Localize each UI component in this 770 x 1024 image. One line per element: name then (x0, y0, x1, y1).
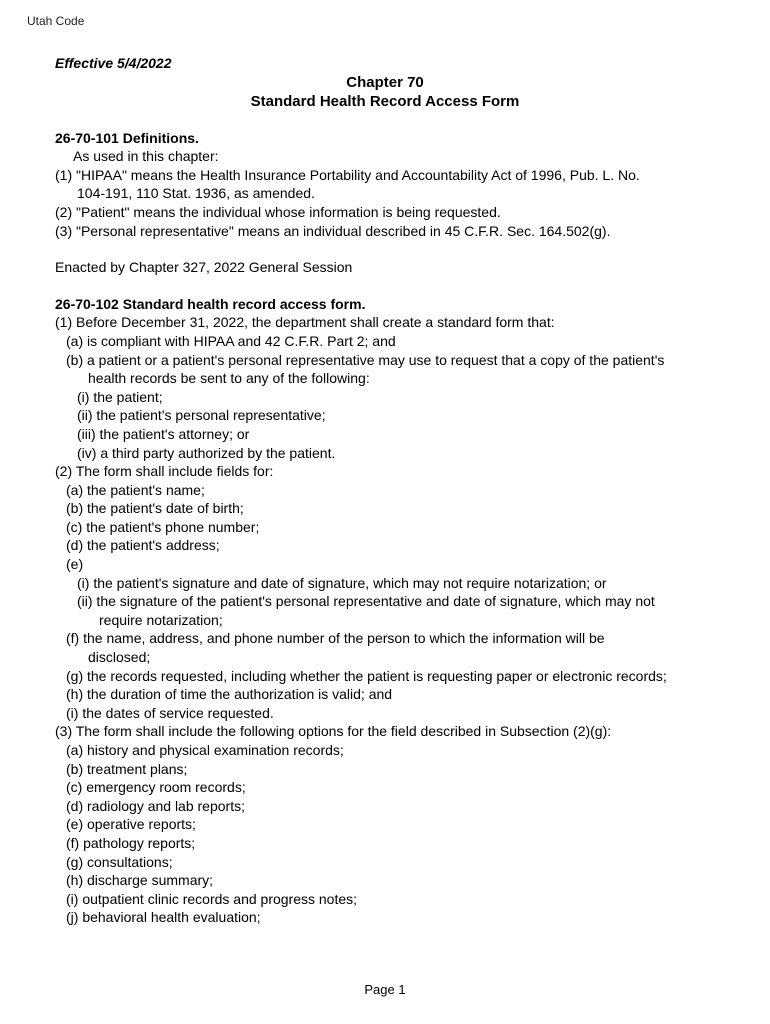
section-102-line: (i) outpatient clinic records and progress notes; (66, 890, 358, 907)
section-102-line: (i) the patient's signature and date of signature, which may not require notarization; or (77, 574, 607, 591)
section-102-line: (e) operative reports; (66, 816, 196, 833)
section-102-line: (a) the patient's name; (66, 481, 205, 498)
section-102-line: (b) a patient or a patient's personal representative may use to request that a copy of the patient's (66, 351, 665, 368)
definition-item-continued: 104-191, 110 Stat. 1936, as amended. (77, 185, 315, 202)
section-101-intro: As used in this chapter: (73, 148, 219, 165)
definition-item: (2) "Patient" means the individual whose information is being requested. (55, 203, 501, 220)
section-102-line: (g) consultations; (66, 853, 173, 870)
section-102-line: (3) The form shall include the following options for the field described in Subsection (2)(g): (55, 723, 612, 740)
enacted-note: Enacted by Chapter 327, 2022 General Session (55, 259, 353, 276)
section-102-line: (c) emergency room records; (66, 779, 246, 796)
section-102-line: (2) The form shall include fields for: (55, 463, 274, 480)
definition-item: (3) "Personal representative" means an individual described in 45 C.F.R. Sec. 164.502(g). (55, 222, 611, 239)
section-102-line: (ii) the signature of the patient's personal representative and date of signature, which may not (77, 593, 655, 610)
effective-date: Effective 5/4/2022 (55, 55, 172, 71)
section-102-line: disclosed; (88, 649, 151, 666)
section-102-line: (1) Before December 31, 2022, the department shall create a standard form that: (55, 314, 555, 331)
section-102-line: (b) treatment plans; (66, 760, 188, 777)
section-102-line: (e) (66, 556, 84, 573)
section-102-line: (i) the dates of service requested. (66, 704, 274, 721)
section-102-line: (f) the name, address, and phone number of the person to which the information will be (66, 630, 605, 647)
page-number: Page 1 (364, 982, 406, 997)
section-102-line: (g) the records requested, including whether the patient is requesting paper or electronic records; (66, 667, 667, 684)
section-102-line: (b) the patient's date of birth; (66, 500, 244, 517)
section-102-line: (d) the patient's address; (66, 537, 220, 554)
section-102-line: (a) is compliant with HIPAA and 42 C.F.R. Part 2; and (66, 332, 396, 349)
chapter-title: Standard Health Record Access Form (250, 92, 520, 110)
section-102-line: (iii) the patient's attorney; or (77, 425, 250, 442)
section-102-heading: 26-70-102 Standard health record access form. (55, 295, 366, 312)
section-102-line: (f) pathology reports; (66, 834, 196, 851)
document-body (55, 54, 735, 927)
section-102-line: (j) behavioral health evaluation; (66, 909, 261, 926)
section-102-line: (i) the patient; (77, 388, 163, 405)
section-102-line: (iv) a third party authorized by the patient. (77, 444, 336, 461)
chapter-number: Chapter 70 (346, 73, 424, 91)
section-102-line: health records be sent to any of the following: (88, 370, 370, 387)
section-102-line: (h) discharge summary; (66, 872, 214, 889)
section-101-heading: 26-70-101 Definitions. (55, 129, 199, 146)
section-102-line: require notarization; (99, 611, 223, 628)
definition-item: (1) "HIPAA" means the Health Insurance Portability and Accountability Act of 1996, Pub. L. No. (55, 166, 640, 183)
section-102-line: (h) the duration of time the authorization is valid; and (66, 686, 393, 703)
section-102-line: (a) history and physical examination records; (66, 742, 344, 758)
section-102-line: (d) radiology and lab reports; (66, 797, 245, 814)
section-102-line: (c) the patient's phone number; (66, 518, 260, 535)
section-102-line: (ii) the patient's personal representative; (77, 407, 326, 424)
page-header-source: Utah Code (27, 14, 85, 28)
